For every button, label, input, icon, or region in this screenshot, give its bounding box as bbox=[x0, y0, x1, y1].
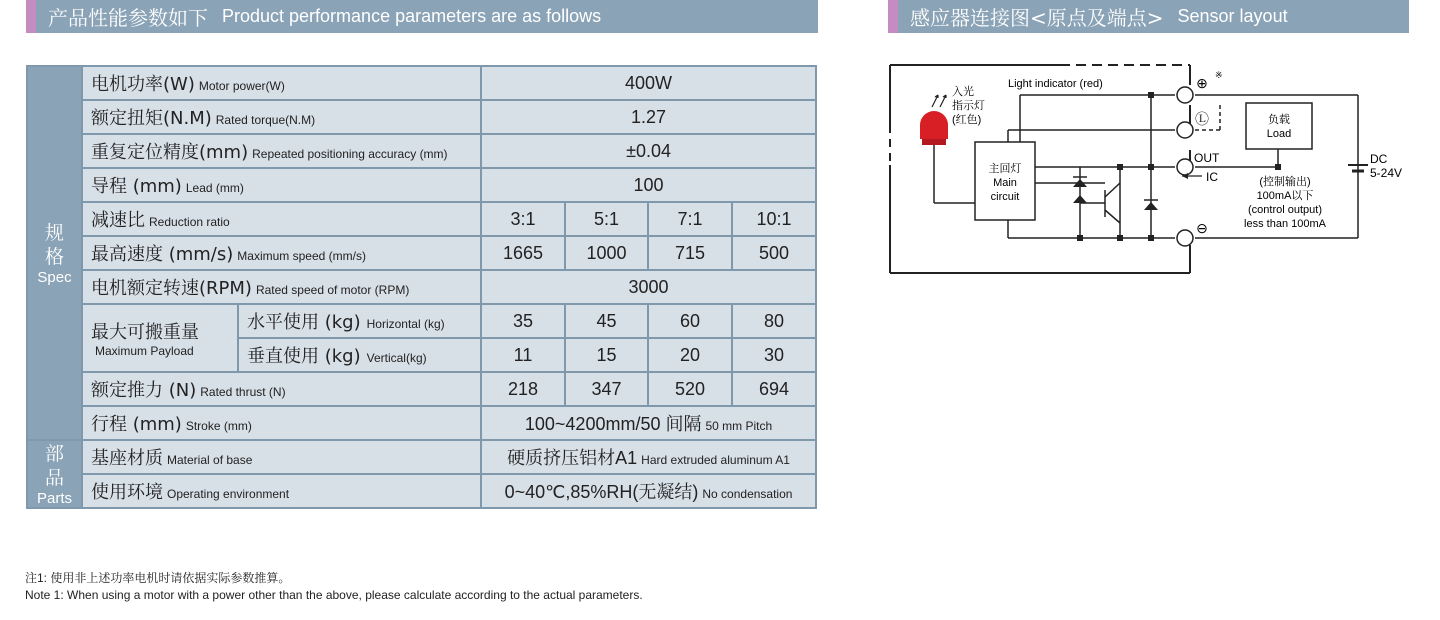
control-output-label: (控制输出) bbox=[1259, 176, 1311, 188]
value-lead: 100 bbox=[481, 168, 816, 202]
main-circuit-label: Main bbox=[993, 177, 1017, 189]
table-row bbox=[27, 236, 816, 270]
header-title-en: Sensor layout bbox=[1177, 6, 1288, 26]
value-cell: 347 bbox=[565, 372, 648, 406]
table-row bbox=[27, 202, 816, 236]
value-cell: 1000 bbox=[565, 236, 648, 270]
value-cell: 60 bbox=[648, 304, 732, 338]
header-title-cn: 产品性能参数如下 bbox=[48, 6, 208, 30]
note-en: Note 1: When using a motor with a power other than the above, please calculate according to the actual parameters. bbox=[25, 588, 643, 602]
row-label-rated-torque: 额定扭矩(N.M) Rated torque(N.M) bbox=[82, 100, 481, 134]
section-header-sensor bbox=[888, 0, 1409, 33]
row-label-lead: 导程 (mm) Lead (mm) bbox=[82, 168, 481, 202]
value-cell: 520 bbox=[648, 372, 732, 406]
value-cell: 30 bbox=[732, 338, 816, 372]
value-repeat-accuracy: ±0.04 bbox=[481, 134, 816, 168]
row-label-motor-power: 电机功率(W) Motor power(W) bbox=[82, 66, 481, 100]
row-label-reduction-ratio: 减速比 Reduction ratio bbox=[82, 202, 481, 236]
output-transistor bbox=[1080, 183, 1120, 223]
value-cell: 5:1 bbox=[565, 202, 648, 236]
row-label-rated-speed: 电机额定转速(RPM) Rated speed of motor (RPM) bbox=[82, 270, 481, 304]
row-label-stroke: 行程 (mm) Stroke (mm) bbox=[82, 406, 481, 440]
table-row bbox=[27, 66, 816, 100]
sensor-layout-diagram bbox=[880, 55, 1420, 285]
value-cell: 694 bbox=[732, 372, 816, 406]
l-terminal-icon: Ⓛ bbox=[1195, 111, 1209, 127]
value-cell: 45 bbox=[565, 304, 648, 338]
value-base-material: 硬质挤压铝材A1 Hard extruded aluminum A1 bbox=[481, 440, 816, 474]
plus-terminal-icon: ⊕ bbox=[1196, 75, 1208, 91]
terminal-negative bbox=[1177, 230, 1193, 246]
load-label: Load bbox=[1266, 128, 1292, 140]
load-label: 负载 bbox=[1268, 114, 1290, 126]
value-cell: 500 bbox=[732, 236, 816, 270]
ic-label: IC bbox=[1206, 170, 1218, 184]
note-mark: ※ bbox=[1215, 70, 1223, 80]
header-accent-bar bbox=[888, 0, 898, 33]
value-stroke: 100~4200mm/50 间隔 50 mm Pitch bbox=[481, 406, 816, 440]
row-label-rated-thrust: 额定推力 (N) Rated thrust (N) bbox=[82, 372, 481, 406]
header-title-cn: 感应器连接图<原点及端点> bbox=[910, 6, 1164, 30]
row-label-repeat-accuracy: 重复定位精度(mm) Repeated positioning accuracy (mm) bbox=[82, 134, 481, 168]
terminal-l bbox=[1177, 122, 1193, 138]
note-cn: 注1: 使用非上述功率电机时请依据实际参数推算。 bbox=[25, 571, 291, 585]
control-output-label: (control output) bbox=[1248, 204, 1322, 216]
value-environment: 0~40℃,85%RH(无凝结) No condensation bbox=[481, 474, 816, 508]
value-cell: 715 bbox=[648, 236, 732, 270]
table-row bbox=[27, 134, 816, 168]
load-box bbox=[1246, 103, 1312, 149]
value-cell: 35 bbox=[481, 304, 565, 338]
value-cell: 3:1 bbox=[481, 202, 565, 236]
table-row bbox=[27, 270, 816, 304]
terminal-out bbox=[1177, 159, 1193, 175]
header-title-en: Product performance parameters are as follows bbox=[222, 6, 602, 26]
control-output-label: less than 100mA bbox=[1244, 218, 1326, 230]
light-indicator-label: Light indicator (red) bbox=[1008, 78, 1103, 90]
table-row bbox=[27, 406, 816, 440]
value-rated-speed: 3000 bbox=[481, 270, 816, 304]
incident-light-label: 入光 bbox=[952, 86, 974, 98]
terminal-positive bbox=[1177, 87, 1193, 103]
row-label-horizontal: 水平使用 (kg) Horizontal (kg) bbox=[238, 304, 481, 338]
side-label-spec: 规 格 Spec bbox=[27, 66, 82, 440]
value-cell: 20 bbox=[648, 338, 732, 372]
value-cell: 10:1 bbox=[732, 202, 816, 236]
row-label-payload: 最大可搬重量 Maximum Payload bbox=[82, 304, 238, 372]
table-row bbox=[27, 440, 816, 474]
value-rated-torque: 1.27 bbox=[481, 100, 816, 134]
row-label-base-material: 基座材质 Material of base bbox=[82, 440, 481, 474]
incident-light-label: (红色) bbox=[952, 114, 982, 126]
table-row bbox=[27, 168, 816, 202]
table-row bbox=[27, 100, 816, 134]
row-label-environment: 使用环境 Operating environment bbox=[82, 474, 481, 508]
row-label-vertical: 垂直使用 (kg) Vertical(kg) bbox=[238, 338, 481, 372]
side-label-parts: 部 品 Parts bbox=[27, 440, 82, 508]
value-cell: 80 bbox=[732, 304, 816, 338]
value-cell: 15 bbox=[565, 338, 648, 372]
value-cell: 218 bbox=[481, 372, 565, 406]
main-circuit-label: 主回灯 bbox=[988, 163, 1022, 175]
value-cell: 1665 bbox=[481, 236, 565, 270]
value-cell: 7:1 bbox=[648, 202, 732, 236]
value-motor-power: 400W bbox=[481, 66, 816, 100]
dc-label: DC bbox=[1370, 152, 1388, 166]
table-row bbox=[27, 304, 816, 338]
value-cell: 11 bbox=[481, 338, 565, 372]
spec-table bbox=[26, 65, 817, 509]
control-output-label: 100mA以下 bbox=[1256, 190, 1314, 202]
table-row bbox=[27, 474, 816, 508]
table-row bbox=[27, 372, 816, 406]
header-accent-bar bbox=[26, 0, 36, 33]
main-circuit-label: circuit bbox=[990, 191, 1020, 203]
out-label: OUT bbox=[1194, 151, 1220, 165]
dc-voltage-label: 5-24V bbox=[1370, 166, 1403, 180]
row-label-max-speed: 最高速度 (mm/s) Maximum speed (mm/s) bbox=[82, 236, 481, 270]
incident-light-label: 指示灯 bbox=[952, 100, 985, 112]
minus-terminal-icon: ⊖ bbox=[1196, 220, 1208, 236]
section-header-performance bbox=[26, 0, 818, 33]
